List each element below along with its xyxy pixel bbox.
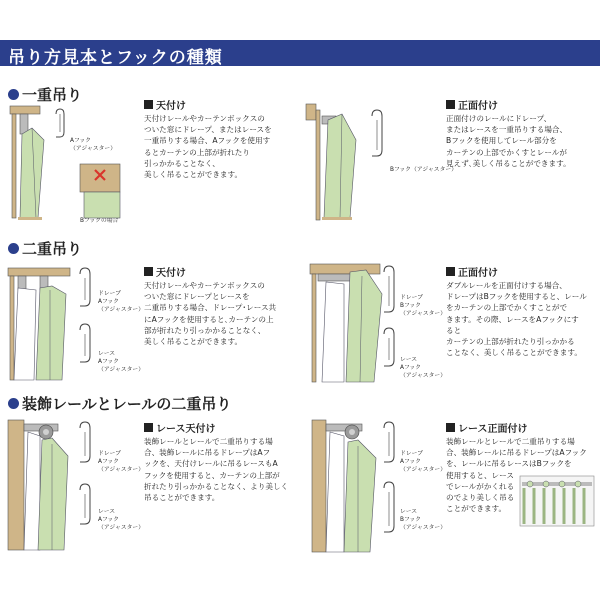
method-title-label: 天付け — [156, 101, 186, 112]
front-double-illustration — [310, 264, 382, 382]
hook-label-lace: レース Aフック （アジャスター） — [98, 351, 145, 373]
lace-ceiling-illustration — [8, 420, 68, 550]
front-single-illustration — [306, 104, 356, 220]
hook-a-icon — [80, 324, 90, 362]
hook-label-drape: ドレープ Bフック （アジャスター） — [400, 295, 447, 317]
hook-a-icon — [384, 328, 394, 366]
method-title-label: 天付け — [156, 268, 186, 279]
hook-a-icon — [80, 268, 90, 306]
hook-b-icon — [384, 266, 394, 312]
hook-a-icon — [384, 422, 394, 462]
section-heading-label: 装飾レールとレールの二重吊り — [22, 395, 232, 413]
hook-label-lace: レース Bフック （アジャスター） — [400, 509, 447, 531]
method-title-label: レース天付け — [156, 424, 216, 435]
page-title: 吊り方見本とフックの種類 — [8, 48, 223, 68]
section-heading-label: 一重吊り — [22, 86, 83, 104]
hook-label-drape: ドレープ Aフック （アジャスター） — [98, 291, 145, 313]
hook-label-a: Aフック （アジャスター） — [70, 138, 117, 152]
b-hook-case-illustration — [80, 164, 120, 218]
method-title-label: レース正面付け — [458, 424, 528, 435]
description-ceiling-single: 天付けレールやカーテンボックスの ついた窓にドレープ、またはレースを 一重吊りする場合、Aフックを使用す るとカーテンの上部が折れたり 引っかかることなく、 美しく吊ることができます。 — [144, 114, 272, 180]
hook-label-drape: ドレープ Aフック （アジャスター） — [98, 451, 145, 473]
hook-label-lace: レース Aフック （アジャスター） — [400, 357, 447, 379]
hook-b-icon — [372, 110, 382, 156]
method-title-label: 正面付け — [458, 101, 498, 112]
hook-label-drape: ドレープ Aフック （アジャスター） — [400, 451, 447, 473]
ceiling-double-illustration — [8, 268, 70, 380]
description-front-double: ダブルレールを正面付けする場合、 ドレープはBフックを使用すると、レール をカーテンの上部でかくすことがで きます。その際、レースをAフックにす ると カーテンの上部が折れたり引っかかる ことなく、美しく吊ることができます。 — [446, 281, 587, 358]
ceiling-single-illustration — [10, 106, 44, 220]
description-front-single: 正面付けのレールにドレープ、 またはレースを一重吊りする場合、 Bフックを使用してレール部分を カーテンの上部でかくすとレールが 見えず､美しく吊ることができます。 — [446, 114, 571, 168]
lace-front-illustration — [312, 420, 376, 552]
hook-a-icon — [80, 422, 90, 462]
hook-a-icon — [80, 484, 90, 524]
method-title-label: 正面付け — [458, 268, 498, 279]
hook-label-lace: レース Aフック （アジャスター） — [98, 509, 145, 531]
hook-b-icon — [384, 482, 394, 532]
hook-label-b-case: Bフックの場合 — [80, 218, 119, 224]
curtain-detail-inset — [520, 476, 594, 526]
description-lace-ceiling: 装飾レールとレールで二重吊りする場 合、装飾レールに吊るドレープはAフ ックを、天付けレールに吊るレースもA フックを使用すると、カーテンの上部が 折れたり引っかかることなく、より美しく 吊ることができます。 — [144, 437, 289, 503]
hook-label-b: Bフック（アジャスター） — [390, 167, 457, 173]
description-ceiling-double: 天付けレールやカーテンボックスの ついた窓にドレープとレースを 二重吊りする場合、ドレープ･レース共 にAフックを使用すると､カーテンの上 部が折れたり引っかかることなく、 美しく吊ることができます。 — [144, 281, 277, 347]
hook-a-icon — [56, 109, 64, 137]
section-heading-label: 二重吊り — [22, 240, 83, 258]
description-lace-front: 装飾レールとレールで二重吊りする場 合、装飾レールに吊るドレープはAフック を、レールに吊るレースはBフックを 使用すると、レース でレールがかくれる のでより美しく吊る ことができます。 — [446, 437, 587, 514]
